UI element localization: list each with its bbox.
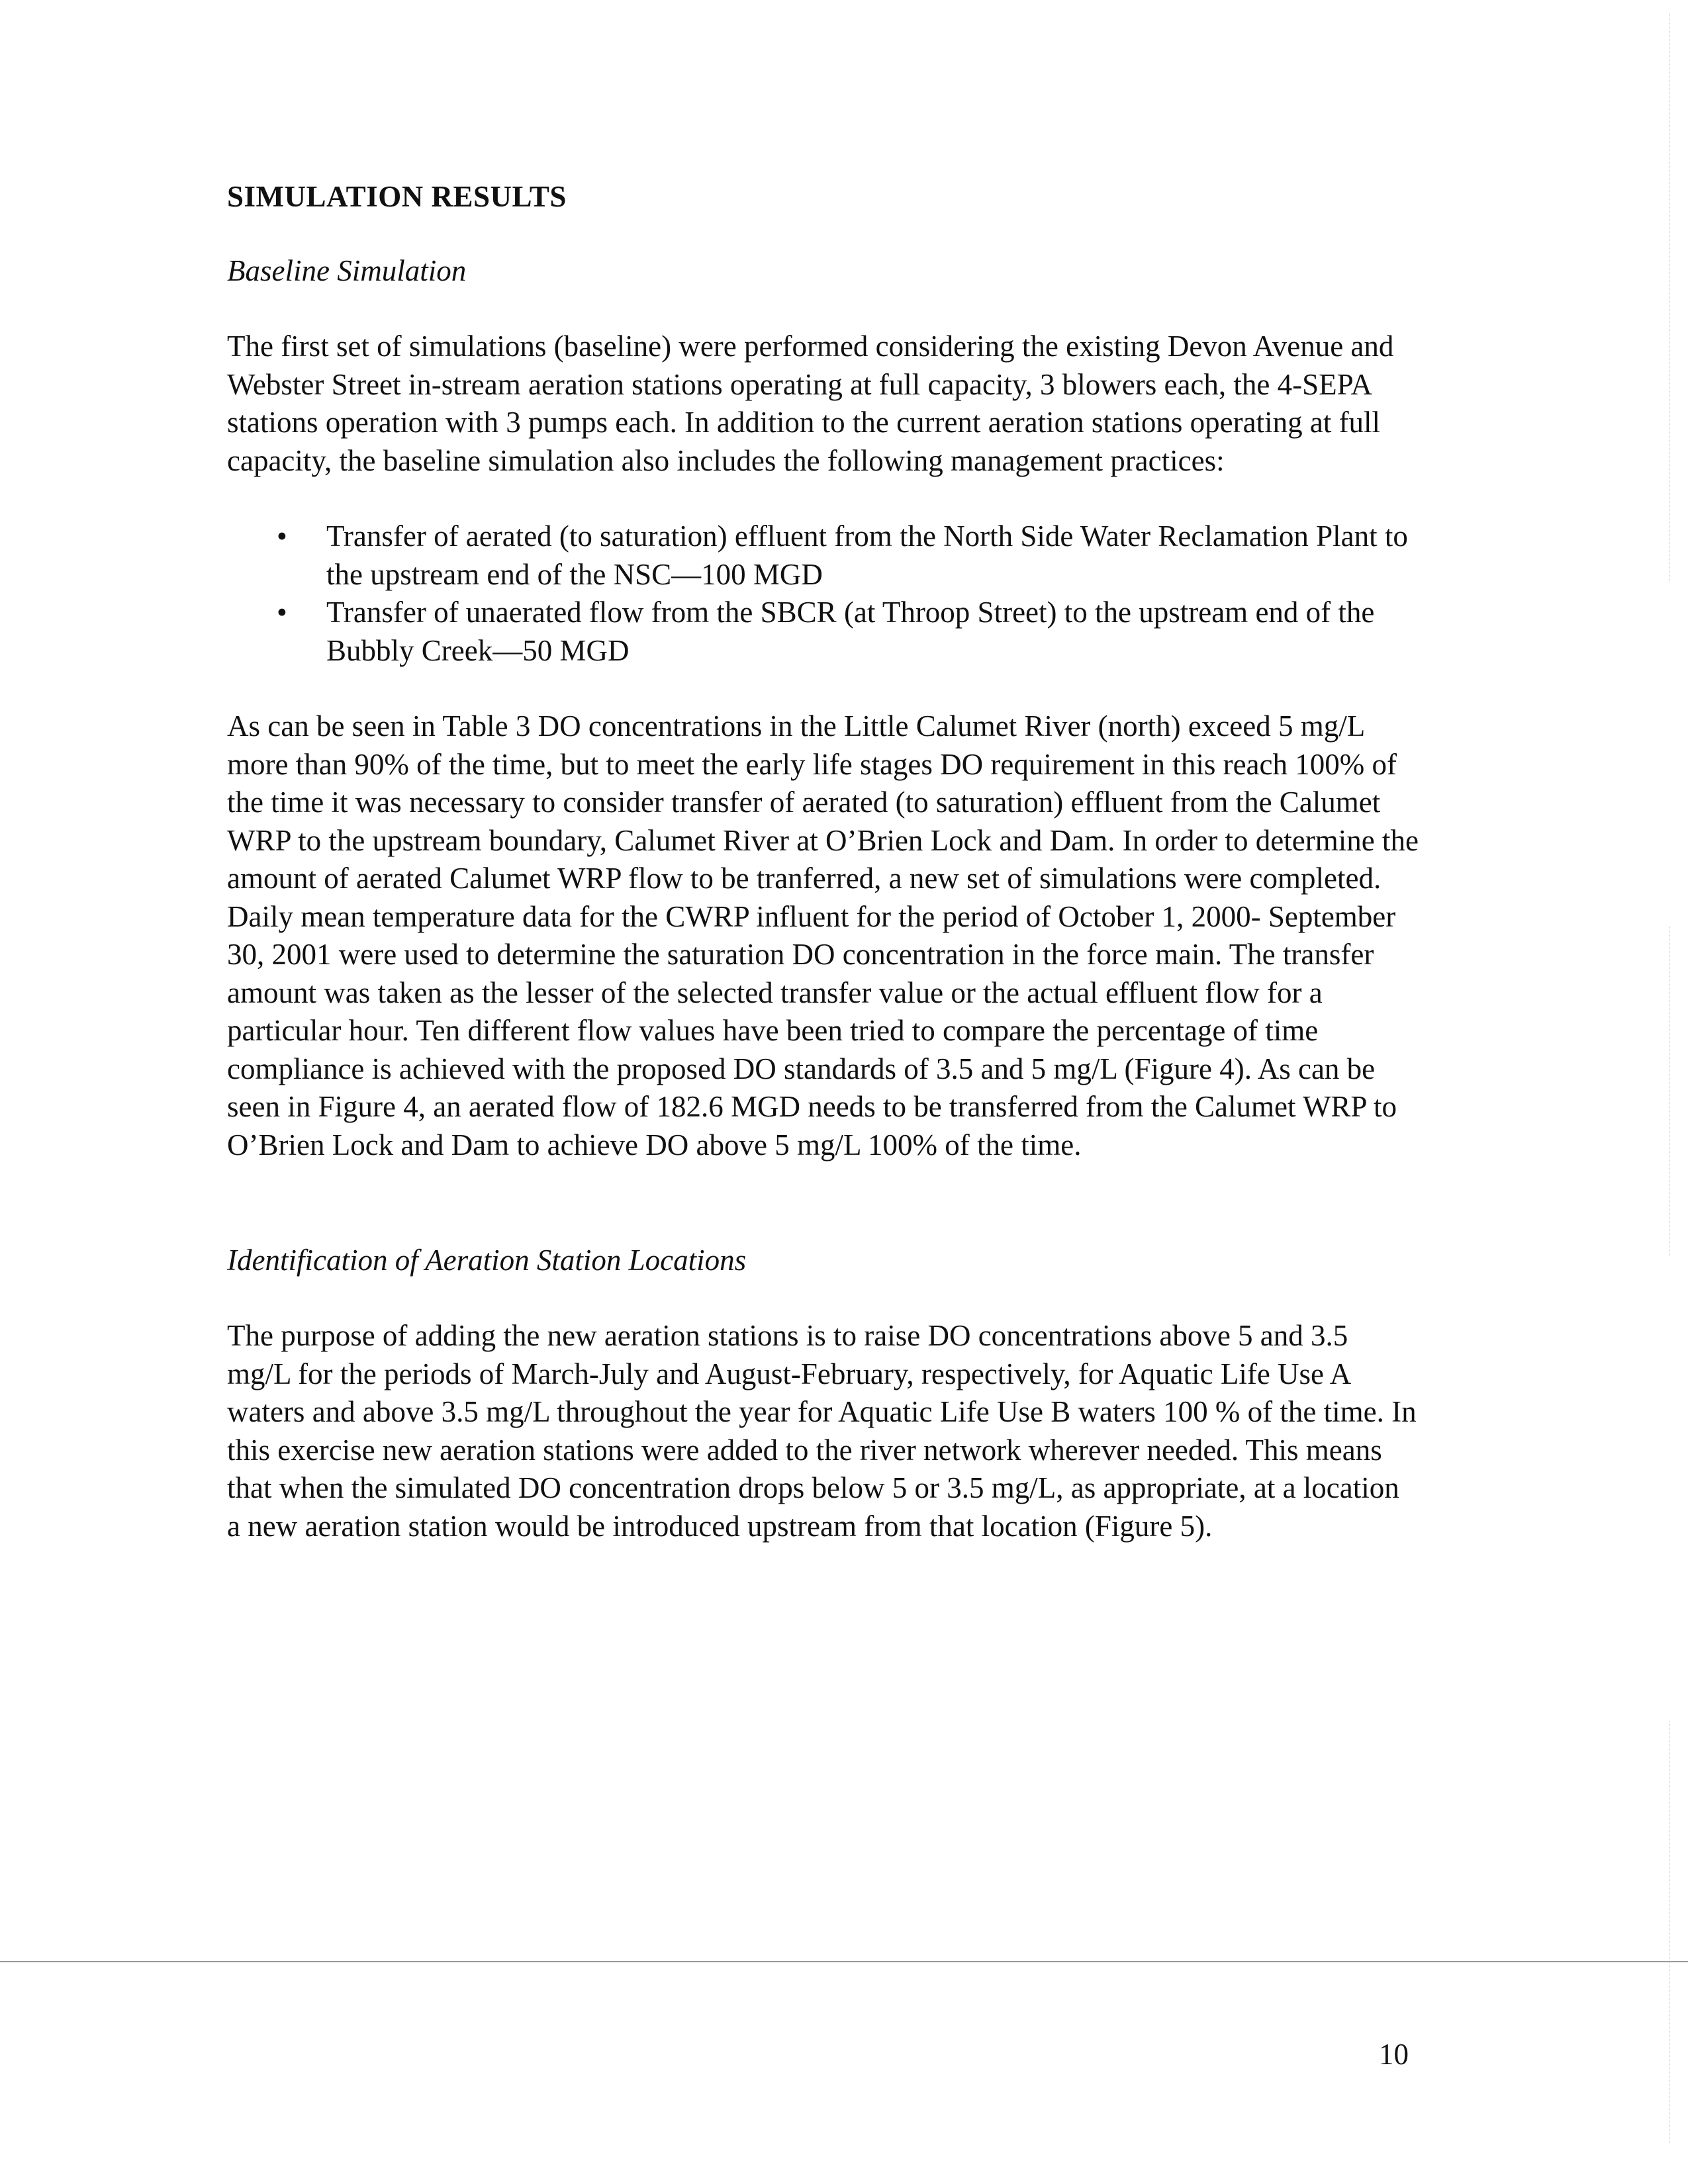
section-spacer xyxy=(227,1164,1419,1241)
aeration-locations-paragraph: The purpose of adding the new aeration stations is to raise DO concentrations above 5 and 3.5 mg/L for the periods of March-July and August-February, respectively, for Aquatic Life Use A waters and above 3.5 mg/L throughout the year for Aquatic Life Use B waters 100 % of the time. In this exercise new aeration stations were added to the river network wherever needed. This means that when the simulated DO concentration drops below 5 or 3.5 mg/L, as appropriate, at a location a new aeration station would be introduced upstream from that location (Figure 5). xyxy=(227,1319,1417,1543)
page-body xyxy=(227,177,1419,1545)
management-practices-list xyxy=(227,518,1419,670)
section-heading: SIMULATION RESULTS xyxy=(227,180,567,213)
baseline-intro-paragraph: The first set of simulations (baseline) were performed considering the existing Devon Avenue and Webster Street in-stream aeration stations operating at full capacity, 3 blowers each, the 4-SEPA stations operation with 3 pumps each. In addition to the current aeration stations operating at full capacity, the baseline simulation also includes the following management practices: xyxy=(227,330,1394,477)
list-item-text: Transfer of unaerated flow from the SBCR (at Throop Street) to the upstream end of the Bubbly Creek—50 MGD xyxy=(326,596,1375,667)
baseline-subheading: Baseline Simulation xyxy=(227,254,467,287)
list-item-text: Transfer of aerated (to saturation) effluent from the North Side Water Reclamation Plant to the upstream end of the NSC—100 MGD xyxy=(326,520,1408,591)
baseline-results-paragraph: As can be seen in Table 3 DO concentrations in the Little Calumet River (north) exceed 5 mg/L more than 90% of the time, but to meet the early life stages DO requirement in this reach 100% of the time it was necessary to consider transfer of aerated (to saturation) effluent from the Calumet WRP to the upstream boundary, Calumet River at O’Brien Lock and Dam. In order to determine the amount of aerated Calumet WRP flow to be tranferred, a new set of simulations were completed. Daily mean temperature data for the CWRP influent for the period of October 1, 2000- September 30, 2001 were used to determine the saturation DO concentration in the force main. The transfer amount was taken as the lesser of the selected transfer value or the actual effluent flow for a particular hour. Ten different flow values have been tried to compare the percentage of time compliance is achieved with the proposed DO standards of 3.5 and 5 mg/L (Figure 4). As can be seen in Figure 4, an aerated flow of 182.6 MGD needs to be transferred from the Calumet WRP to O’Brien Lock and Dam to achieve DO above 5 mg/L 100% of the time. xyxy=(227,709,1419,1161)
page-number: 10 xyxy=(1379,2038,1409,2071)
list-item xyxy=(227,594,1419,670)
footer-divider xyxy=(0,1961,1688,1962)
list-item xyxy=(227,518,1419,594)
bullet-icon: • xyxy=(277,596,287,629)
aeration-locations-subheading: Identification of Aeration Station Locations xyxy=(227,1244,747,1277)
bullet-icon: • xyxy=(277,520,287,553)
